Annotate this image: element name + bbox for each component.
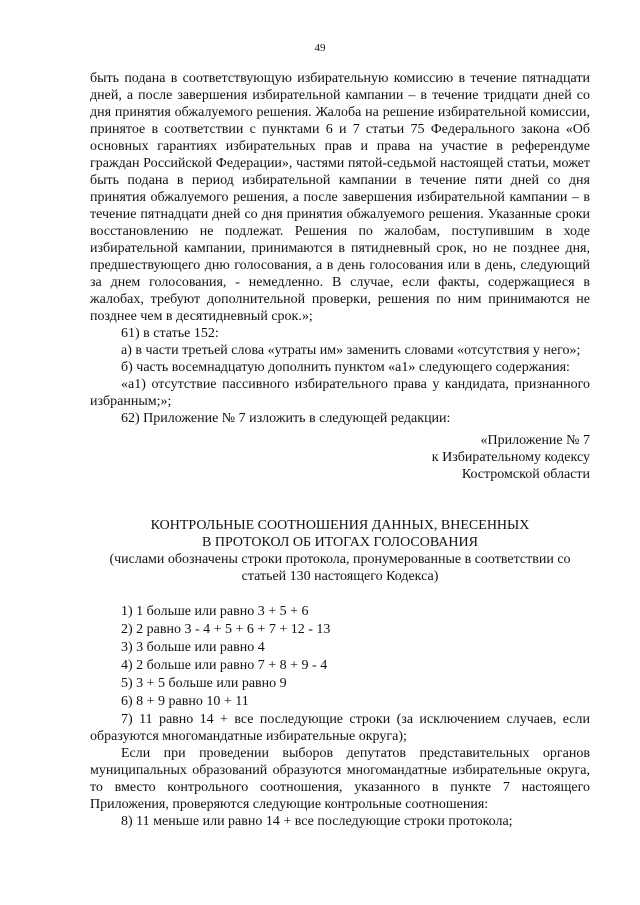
paragraph: 62) Приложение № 7 изложить в следующей редакции: [121,411,451,426]
appendix-approval-block [90,432,590,483]
paragraph: «а1) отсутствие пассивного избирательного права у кандидата, признанного избранным;»; [90,377,590,409]
subtitle-line: (числами обозначены строки протокола, пронумерованные в соответствии со [109,552,571,567]
paragraph: б) часть восемнадцатую дополнить пунктом «а1» следующего содержания: [121,360,570,375]
list-item: 5) 3 + 5 больше или равно 9 [121,676,287,691]
paragraph: быть подана в соответствующую избирательную комиссию в течение пятнадцати дней, а после завершения избирательной кампании – в течение тридцати дней со дня принятия обжалуемого решения. Жалоба на решение избирательной комиссии, принятое в соответствии с пунктами 6 и 7 статьи 75 Федерального закона «Об основных гарантиях избирательных прав и права на участие в референдуме граждан Российской Федерации», частями пятой-седьмой настоящей статьи, может быть подана в период избирательной кампании в течение пяти дней со дня принятия обжалуемого решения, а после завершения избирательной кампании – в течение пятнадцати дней со дня принятия обжалуемого решения. Указанные сроки восстановлению не подлежат. Решения по жалобам, поступившим в ходе избирательной кампании, принимаются в пятидневный срок, но не позднее дня, предшествующего дню голосования, а в день голосования или в день, следующий за днем голосования, - немедленно. В случае, если факты, содержащиеся в жалобах, требуют дополнительной проверки, решения по ним принимаются не позднее чем в десятидневный срок.»; [90,71,590,324]
list-item: 1) 1 больше или равно 3 + 5 + 6 [121,604,309,619]
paragraph: 61) в статье 152: [121,326,219,341]
control-ratios-list [90,603,590,711]
list-item: 4) 2 больше или равно 7 + 8 + 9 - 4 [121,658,328,673]
paragraph: а) в части третьей слова «утраты им» заменить словами «отсутствия у него»; [121,343,581,358]
approval-line: к Избирательному кодексу [431,450,590,465]
section-title [90,517,590,551]
list-item: 2) 2 равно 3 - 4 + 5 + 6 + 7 + 12 - 13 [121,622,331,637]
approval-line: Костромской области [461,467,590,482]
paragraph: 7) 11 равно 14 + все последующие строки (за исключением случаев, если образуются многомандатные избирательные округа); [90,712,590,744]
paragraph: 8) 11 меньше или равно 14 + все последующие строки протокола; [121,814,513,829]
title-line: КОНТРОЛЬНЫЕ СООТНОШЕНИЯ ДАННЫХ, ВНЕСЕННЫХ [150,518,530,533]
paragraphs-top [90,70,590,427]
section-subtitle [90,551,590,585]
paragraphs-bottom [90,711,590,830]
document-body [90,70,590,830]
list-item: 6) 8 + 9 равно 10 + 11 [121,694,249,709]
list-item: 3) 3 больше или равно 4 [121,640,265,655]
approval-line: «Приложение № 7 [480,433,590,448]
page-number: 49 [314,42,326,54]
subtitle-line: статьей 130 настоящего Кодекса) [241,569,439,584]
paragraph: Если при проведении выборов депутатов представительных органов муниципальных образований образуются многомандатные избирательные округа, то вместо контрольного соотношения, указанного в пункте 7 настоящего Приложения, проверяются следующие контрольные соотношения: [90,746,590,812]
title-line: В ПРОТОКОЛ ОБ ИТОГАХ ГОЛОСОВАНИЯ [202,535,478,550]
